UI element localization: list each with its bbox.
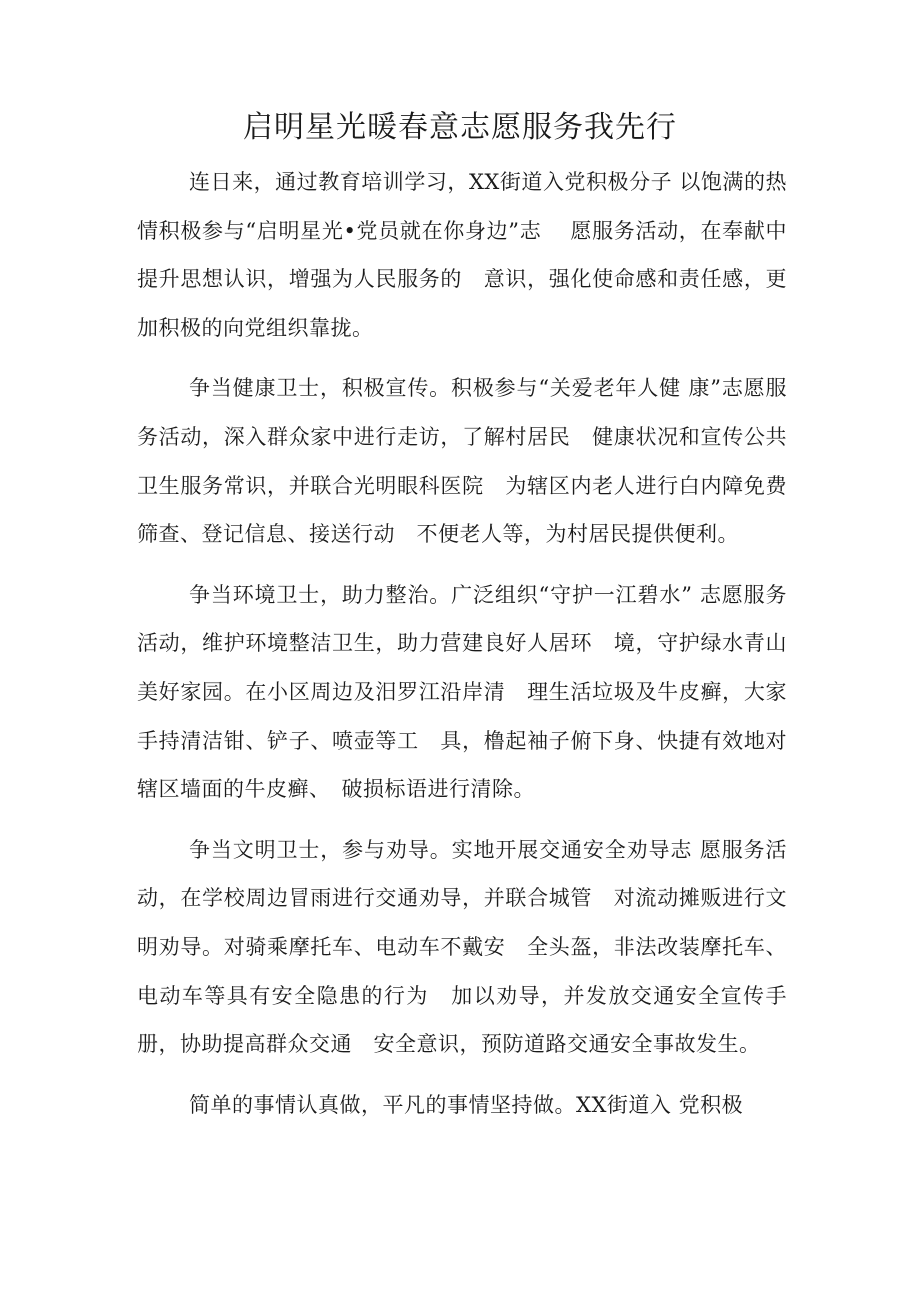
paragraph-health: 争当健康卫士，积极宣传。积极参与“关爱老年人健 康”志愿服务活动，深入群众家中进行走访，了解村居民 健康状况和宣传公共卫生服务常识，并联合光明眼科医院 为辖区内老人进行白内障免费筛查、登记信息、接送行动 不便老人等，为村居民提供便利。: [137, 376, 787, 547]
paragraph-civility: 争当文明卫士，参与劝导。实地开展交通安全劝导志 愿服务活动，在学校周边冒雨进行交通劝导，并联合城管 对流动摊贩进行文明劝导。对骑乘摩托车、电动车不戴安 全头盔，非法改装摩托车、电动车等具有安全隐患的行为 加以劝导，并发放交通安全宣传手册，协助提高群众交通 安全意识，预防道路交通安全事故发生。: [137, 837, 787, 1057]
paragraph-closing: 简单的事情认真做，平凡的事情坚持做。XX街道入 党积极: [189, 1092, 744, 1117]
document-body: [137, 158, 787, 1141]
paragraph-environment: 争当环境卫士，助力整治。广泛组织“守护一江碧水” 志愿服务活动，维护环境整洁卫生，助力营建良好人居环 境，守护绿水青山美好家园。在小区周边及汨罗江沿岸清 理生活垃圾及牛皮癣，大家手持清洁钳、铲子、喷壶等工 具，橹起袖子俯下身、快捷有效地对辖区墙面的牛皮癣、 破损标语进行清除。: [137, 582, 787, 802]
document-title: 启明星光暖春意志愿服务我先行: [243, 110, 677, 145]
paragraph-intro: 连日来，通过教育培训学习，XX街道入党积极分子 以饱满的热情积极参与“启明星光•党员就在你身边”志 愿服务活动，在奉献中提升思想认识，增强为人民服务的 意识，强化使命感和责任感，更加积极的向党组织靠拢。: [137, 170, 787, 340]
